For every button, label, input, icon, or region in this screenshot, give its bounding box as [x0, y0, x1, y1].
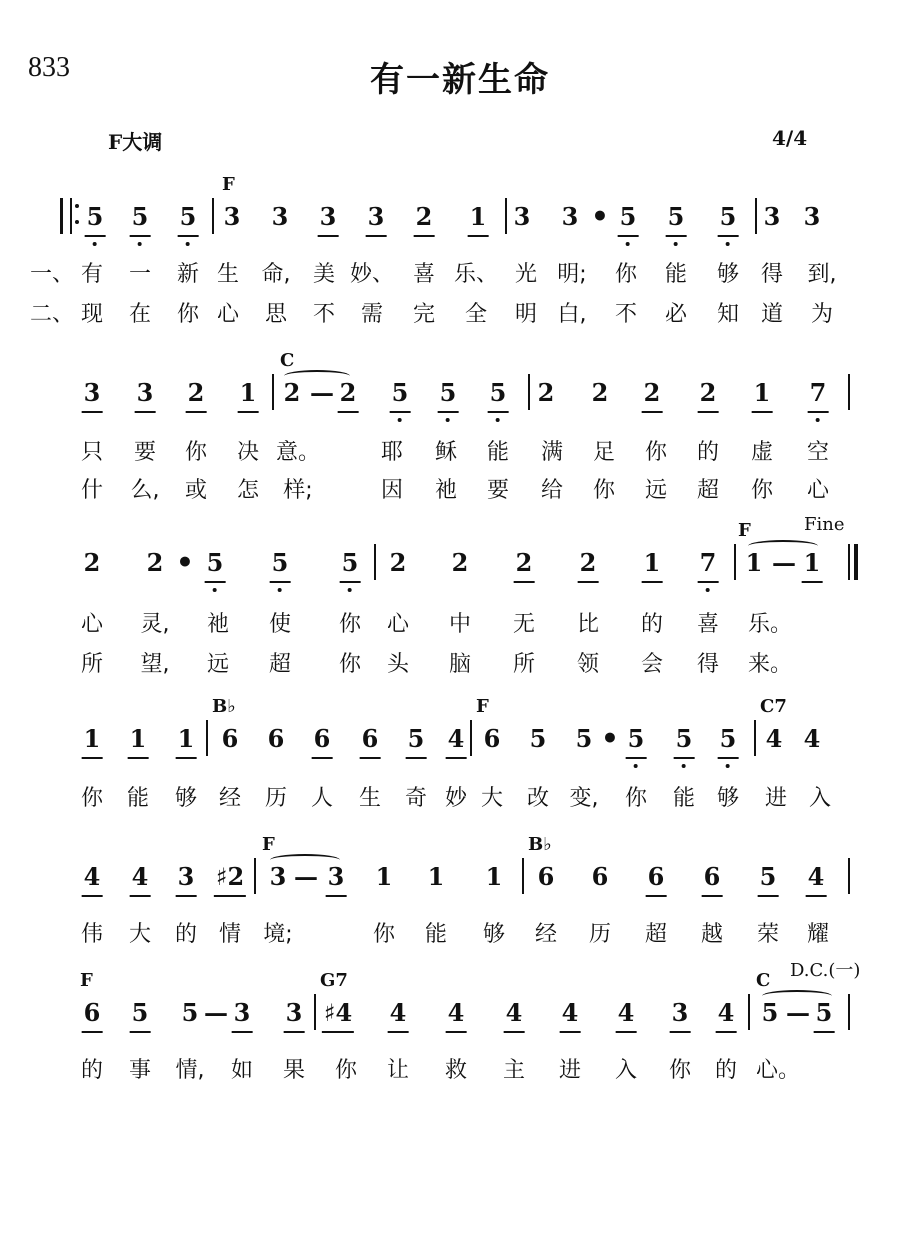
barline [522, 858, 524, 894]
lyric-char: 为 [810, 302, 834, 327]
lyric-char: 中 [448, 612, 472, 637]
lyric-char: 进 [558, 1058, 582, 1083]
lyric-char: 的 [80, 1058, 104, 1083]
lyric-char: 给 [540, 478, 564, 503]
lyric-char: 只 [80, 440, 104, 465]
lyric-char: 稣 [434, 440, 458, 465]
lyric-char: 进 [764, 786, 788, 811]
staff-system [0, 174, 910, 252]
lyric-char: 在 [128, 302, 152, 327]
lyric-char: 的 [714, 1058, 738, 1083]
note: 6 [703, 862, 721, 891]
lyric-char: 满 [540, 440, 564, 465]
tie-arc [748, 540, 818, 552]
barline [528, 374, 530, 410]
verse-label: 二、 [30, 302, 75, 327]
lyric-char: 耶 [380, 440, 404, 465]
lyric-char: 生 [216, 262, 240, 287]
chord-symbol: C [756, 970, 771, 991]
barline [314, 994, 316, 1030]
dash-mark: — [204, 998, 228, 1027]
note: 5 [179, 202, 197, 231]
lyric-char: 命, [261, 262, 291, 287]
barline [848, 374, 850, 410]
lyric-char: 你 [592, 478, 616, 503]
note: 3 [561, 202, 579, 231]
lyric-char: 使 [268, 612, 292, 637]
note: 6 [221, 724, 239, 753]
note: 2 [146, 548, 164, 577]
lyric-char: 你 [668, 1058, 692, 1083]
note: 2 [515, 548, 533, 577]
note: 5 [271, 548, 289, 577]
lyric-char: 心 [386, 612, 410, 637]
lyric-char: 能 [126, 786, 150, 811]
chord-symbol: B♭ [212, 696, 236, 717]
lyric-char: 得 [760, 262, 784, 287]
note: 6 [361, 724, 379, 753]
lyric-char: 心 [806, 478, 830, 503]
lyric-char: 所 [80, 652, 104, 677]
note: 5 [131, 202, 149, 231]
note: 1 [129, 724, 147, 753]
lyric-char: 让 [386, 1058, 410, 1083]
lyric-char: 不 [312, 302, 336, 327]
note: 2 [187, 378, 205, 407]
lyric-char: 虚 [750, 440, 774, 465]
barline [754, 720, 756, 756]
note: 1 [469, 202, 487, 231]
lyric-char: 你 [338, 612, 362, 637]
note: 2 [699, 378, 717, 407]
lyric-char: 的 [640, 612, 664, 637]
barline [734, 544, 736, 580]
barline [470, 720, 472, 756]
lyric-char: 你 [176, 302, 200, 327]
lyric-char: 空 [806, 440, 830, 465]
note: 6 [267, 724, 285, 753]
note: 5 [719, 724, 737, 753]
lyric-char: 来。 [747, 652, 793, 677]
dc-mark: D.C.(一) [790, 960, 861, 981]
lyric-char: 你 [184, 440, 208, 465]
note: 4 [505, 998, 523, 1027]
note: 1 [753, 378, 771, 407]
dot-mark: • [176, 546, 194, 579]
fine-mark: Fine [804, 514, 845, 535]
note: 5 [489, 378, 507, 407]
chord-symbol: F [476, 696, 489, 717]
note: 3 [513, 202, 531, 231]
lyric-char: 超 [268, 652, 292, 677]
note: 6 [483, 724, 501, 753]
lyric-char: 你 [614, 262, 638, 287]
lyric-char: 怎 [236, 478, 260, 503]
lyric-char: 伟 [80, 922, 104, 947]
lyric-char: 祂 [206, 612, 230, 637]
lyric-char: 越 [700, 922, 724, 947]
lyric-char: 果 [282, 1058, 306, 1083]
barline [848, 858, 850, 894]
note: 3 [223, 202, 241, 231]
chord-symbol: C7 [760, 696, 787, 717]
barline [755, 198, 757, 234]
note: 3 [319, 202, 337, 231]
barline [254, 858, 256, 894]
staff-system [0, 696, 910, 774]
note: 4 [803, 724, 821, 753]
lyric-char: 思 [264, 302, 288, 327]
note: 5 [675, 724, 693, 753]
time-signature: 4/4 [772, 126, 808, 150]
lyric-char: 乐。 [747, 612, 793, 637]
note: 1 [803, 548, 821, 577]
note: 4 [389, 998, 407, 1027]
lyric-char: 够 [716, 786, 740, 811]
lyric-char: 奇 [404, 786, 428, 811]
lyric-char: 生 [358, 786, 382, 811]
note: 4 [447, 998, 465, 1027]
lyric-char: 一 [128, 262, 152, 287]
lyric-char: 得 [696, 652, 720, 677]
lyric-char: 大 [480, 786, 504, 811]
note: 3 [327, 862, 345, 891]
lyric-char: 入 [614, 1058, 638, 1083]
note: 6 [591, 862, 609, 891]
lyric-char: 喜 [412, 262, 436, 287]
note: 1 [485, 862, 503, 891]
note: 5 [181, 998, 199, 1027]
lyric-char: 能 [672, 786, 696, 811]
lyric-char: 超 [696, 478, 720, 503]
barline [212, 198, 214, 234]
barline [374, 544, 376, 580]
lyric-char: 无 [512, 612, 536, 637]
lyric-char: 大 [128, 922, 152, 947]
lyric-char: 耀 [806, 922, 830, 947]
lyric-char: 心 [80, 612, 104, 637]
lyric-char: 需 [360, 302, 384, 327]
lyric-char: 祂 [434, 478, 458, 503]
note: 4 [717, 998, 735, 1027]
note: 2 [415, 202, 433, 231]
note: 6 [537, 862, 555, 891]
lyric-char: 新 [176, 262, 200, 287]
lyric-char: 你 [624, 786, 648, 811]
note: 5 [761, 998, 779, 1027]
lyric-char: 现 [80, 302, 104, 327]
lyric-char: 要 [133, 440, 157, 465]
lyric-char: 你 [80, 786, 104, 811]
note: 5 [815, 998, 833, 1027]
dash-mark: — [294, 862, 318, 891]
lyric-char: 经 [218, 786, 242, 811]
note: 1 [375, 862, 393, 891]
note: 5 [627, 724, 645, 753]
tie-arc [762, 990, 832, 1002]
note: 1 [177, 724, 195, 753]
note: ♯2 [215, 862, 245, 891]
note: 5 [667, 202, 685, 231]
note: 3 [367, 202, 385, 231]
note: 5 [439, 378, 457, 407]
note: 6 [647, 862, 665, 891]
chord-symbol: F [222, 174, 235, 195]
lyric-char: 美 [312, 262, 336, 287]
note: 2 [283, 378, 301, 407]
note: 5 [529, 724, 547, 753]
lyric-char: 远 [206, 652, 230, 677]
tie-arc [270, 854, 340, 866]
note: 2 [537, 378, 555, 407]
note: 3 [233, 998, 251, 1027]
note: 3 [803, 202, 821, 231]
lyric-char: 喜 [696, 612, 720, 637]
key-signature: F大调 [108, 130, 163, 154]
barline [848, 544, 850, 580]
note: 4 [807, 862, 825, 891]
lyric-char: 能 [664, 262, 688, 287]
note: 7 [699, 548, 717, 577]
lyric-char: 决 [236, 440, 260, 465]
chord-symbol: F [738, 520, 751, 541]
lyric-char: 救 [444, 1058, 468, 1083]
lyric-char: 心。 [755, 1058, 801, 1083]
note: 1 [239, 378, 257, 407]
lyric-char: 灵, [140, 612, 170, 637]
lyric-char: 能 [486, 440, 510, 465]
lyric-char: 样; [283, 478, 313, 503]
tie-arc [284, 370, 350, 382]
note: 3 [83, 378, 101, 407]
lyric-char: 意。 [275, 440, 321, 465]
lyric-char: 的 [696, 440, 720, 465]
lyric-char: 明 [514, 302, 538, 327]
lyric-char: 改 [526, 786, 550, 811]
note: 5 [206, 548, 224, 577]
note: 1 [427, 862, 445, 891]
lyric-char: 不 [614, 302, 638, 327]
lyric-char: 情, [175, 1058, 205, 1083]
dash-mark: — [786, 998, 810, 1027]
dot-mark: • [591, 200, 609, 233]
lyric-char: 远 [644, 478, 668, 503]
note: 7 [809, 378, 827, 407]
dot-mark: • [601, 722, 619, 755]
note: 4 [561, 998, 579, 1027]
lyric-char: 历 [264, 786, 288, 811]
note: 2 [643, 378, 661, 407]
note: 3 [177, 862, 195, 891]
lyric-char: 到, [807, 262, 837, 287]
lyric-char: 或 [184, 478, 208, 503]
note: 6 [313, 724, 331, 753]
lyric-char: 光 [514, 262, 538, 287]
note: 3 [136, 378, 154, 407]
note: 2 [83, 548, 101, 577]
dash-mark: — [310, 378, 334, 407]
lyric-char: 脑 [448, 652, 472, 677]
note: 2 [451, 548, 469, 577]
note: 3 [763, 202, 781, 231]
note: 5 [341, 548, 359, 577]
lyric-char: 境; [263, 922, 293, 947]
lyric-char: 知 [716, 302, 740, 327]
page-title: 有一新生命 [370, 60, 550, 100]
note: 3 [269, 862, 287, 891]
staff-system [0, 834, 910, 912]
lyric-char: 你 [338, 652, 362, 677]
lyric-char: 如 [230, 1058, 254, 1083]
lyric-char: 完 [412, 302, 436, 327]
note: 3 [285, 998, 303, 1027]
lyric-char: 荣 [756, 922, 780, 947]
lyric-char: 必 [664, 302, 688, 327]
lyric-char: 领 [576, 652, 600, 677]
lyric-char: 望, [140, 652, 170, 677]
barline [206, 720, 208, 756]
note: 5 [759, 862, 777, 891]
note: 4 [447, 724, 465, 753]
lyric-char: 历 [588, 922, 612, 947]
chord-symbol: B♭ [528, 834, 552, 855]
hymn-number: 833 [28, 52, 70, 83]
barline [70, 198, 72, 234]
barline [848, 994, 850, 1030]
note: 1 [745, 548, 763, 577]
lyric-char: 有 [80, 262, 104, 287]
lyric-char: 乐、 [453, 262, 499, 287]
note: 4 [83, 862, 101, 891]
lyric-char: 你 [372, 922, 396, 947]
note: 2 [579, 548, 597, 577]
verse-label: 一、 [30, 262, 75, 287]
note: 4 [765, 724, 783, 753]
lyric-char: 道 [760, 302, 784, 327]
lyric-char: 变, [569, 786, 599, 811]
dash-mark: — [772, 548, 796, 577]
lyric-char: 么, [130, 478, 160, 503]
lyric-char: 能 [424, 922, 448, 947]
note: 3 [671, 998, 689, 1027]
lyric-char: 头 [386, 652, 410, 677]
chord-symbol: F [262, 834, 275, 855]
lyric-char: 你 [750, 478, 774, 503]
lyric-char: 情 [218, 922, 242, 947]
note: ♯4 [323, 998, 353, 1027]
chord-symbol: C [280, 350, 295, 371]
lyric-char: 够 [482, 922, 506, 947]
note: 4 [131, 862, 149, 891]
lyric-char: 会 [640, 652, 664, 677]
note: 5 [719, 202, 737, 231]
lyric-char: 够 [716, 262, 740, 287]
note: 5 [391, 378, 409, 407]
note: 4 [617, 998, 635, 1027]
lyric-char: 的 [174, 922, 198, 947]
barline [505, 198, 507, 234]
barline [748, 994, 750, 1030]
lyric-char: 事 [128, 1058, 152, 1083]
lyric-char: 妙、 [349, 262, 395, 287]
lyric-char: 妙 [444, 786, 468, 811]
lyric-char: 你 [644, 440, 668, 465]
note: 2 [389, 548, 407, 577]
note: 5 [619, 202, 637, 231]
lyric-char: 比 [576, 612, 600, 637]
note: 1 [83, 724, 101, 753]
lyric-char: 经 [534, 922, 558, 947]
note: 5 [86, 202, 104, 231]
note: 6 [83, 998, 101, 1027]
lyric-char: 明; [557, 262, 587, 287]
lyric-char: 足 [592, 440, 616, 465]
barline [272, 374, 274, 410]
lyric-char: 什 [80, 478, 104, 503]
note: 1 [643, 548, 661, 577]
lyric-char: 你 [334, 1058, 358, 1083]
lyric-char: 心 [216, 302, 240, 327]
lyric-char: 白, [557, 302, 587, 327]
note: 2 [339, 378, 357, 407]
lyric-char: 全 [464, 302, 488, 327]
lyric-char: 够 [174, 786, 198, 811]
note: 3 [271, 202, 289, 231]
lyric-char: 因 [380, 478, 404, 503]
staff-system [0, 350, 910, 428]
lyric-char: 所 [512, 652, 536, 677]
lyric-char: 入 [808, 786, 832, 811]
note: 5 [131, 998, 149, 1027]
lyric-char: 人 [310, 786, 334, 811]
note: 2 [591, 378, 609, 407]
lyric-char: 超 [644, 922, 668, 947]
lyric-char: 要 [486, 478, 510, 503]
chord-symbol: F [80, 970, 93, 991]
chord-symbol: G7 [320, 970, 348, 991]
lyric-char: 主 [502, 1058, 526, 1083]
note: 5 [575, 724, 593, 753]
note: 5 [407, 724, 425, 753]
